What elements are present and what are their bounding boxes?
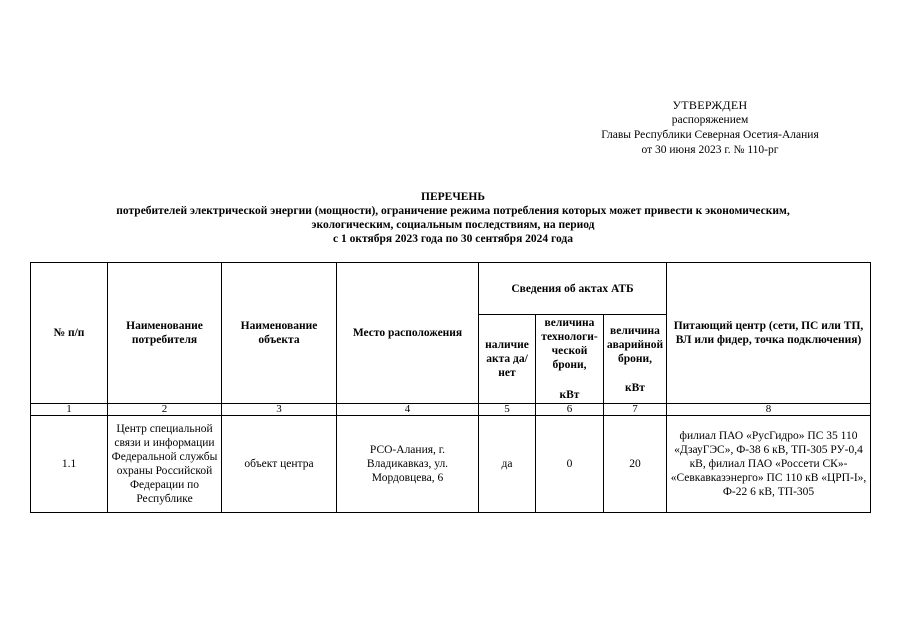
row-consumer: Центр специальной связи и информации Федеральной службы охраны Российской Федерации по Республике [108,416,222,513]
row-emergency-reserve: 20 [604,416,667,513]
column-number-row [31,404,871,416]
table-row [31,416,871,513]
title-line-1: потребителей электрической энергии (мощности), ограничение режима потребления которых может привести к экономическим, [116,205,790,217]
approval-title: УТВЕРЖДЕН [672,98,748,112]
header-emergency-reserve [604,315,667,404]
row-tech-reserve: 0 [536,416,604,513]
header-location: Место расположения [337,263,479,404]
column-number: 6 [536,404,604,416]
column-number: 7 [604,404,667,416]
approval-date-number: от 30 июня 2023 г. № 110-рг [641,144,779,156]
row-atb-presence: да [479,416,536,513]
header-object: Наименование объекта [222,263,337,404]
column-number: 4 [337,404,479,416]
header-consumer: Наименование потребителя [108,263,222,404]
header-num: № п/п [31,263,108,404]
row-num: 1.1 [31,416,108,513]
header-atb-presence: наличие акта да/нет [479,315,536,404]
column-number: 3 [222,404,337,416]
header-emergency-reserve-unit: кВт [625,381,645,394]
row-location: РСО-Алания, г. Владикавказ, ул. Мордовцева, 6 [337,416,479,513]
header-tech-reserve-label: величина технологи-ческой брони, [541,317,598,371]
header-power-center: Питающий центр (сети, ПС или ТП, ВЛ или фидер, точка подключения) [667,263,871,404]
title-line-3: с 1 октября 2023 года по 30 сентября 2024 года [333,233,573,245]
approval-block [560,98,860,158]
column-number: 2 [108,404,222,416]
column-number: 1 [31,404,108,416]
document-title [30,190,876,246]
column-number: 8 [667,404,871,416]
approval-authority: Главы Республики Северная Осетия-Алания [601,129,819,141]
header-atb-group: Сведения об актах АТБ [479,263,667,315]
approval-order-label: распоряжением [671,114,749,126]
title-heading: ПЕРЕЧЕНЬ [421,191,485,203]
row-power-center: филиал ПАО «РусГидро» ПС 35 110 «ДзауГЭС», Ф-38 6 кВ, ТП-305 РУ-0,4 кВ, филиал ПАО «Россети СК»- «Севкавказэнерго» ПС 110 кВ «ЦРП-I», Ф-22 6 кВ, ТП-305 [667,416,871,513]
header-tech-reserve-unit: кВт [559,389,580,401]
column-number: 5 [479,404,536,416]
title-line-2: экологическим, социальным последствиям, на период [311,219,595,231]
row-object: объект центра [222,416,337,513]
consumers-table [30,262,871,513]
header-emergency-reserve-label: величина аварийной брони, [606,324,664,365]
header-tech-reserve [536,315,604,404]
